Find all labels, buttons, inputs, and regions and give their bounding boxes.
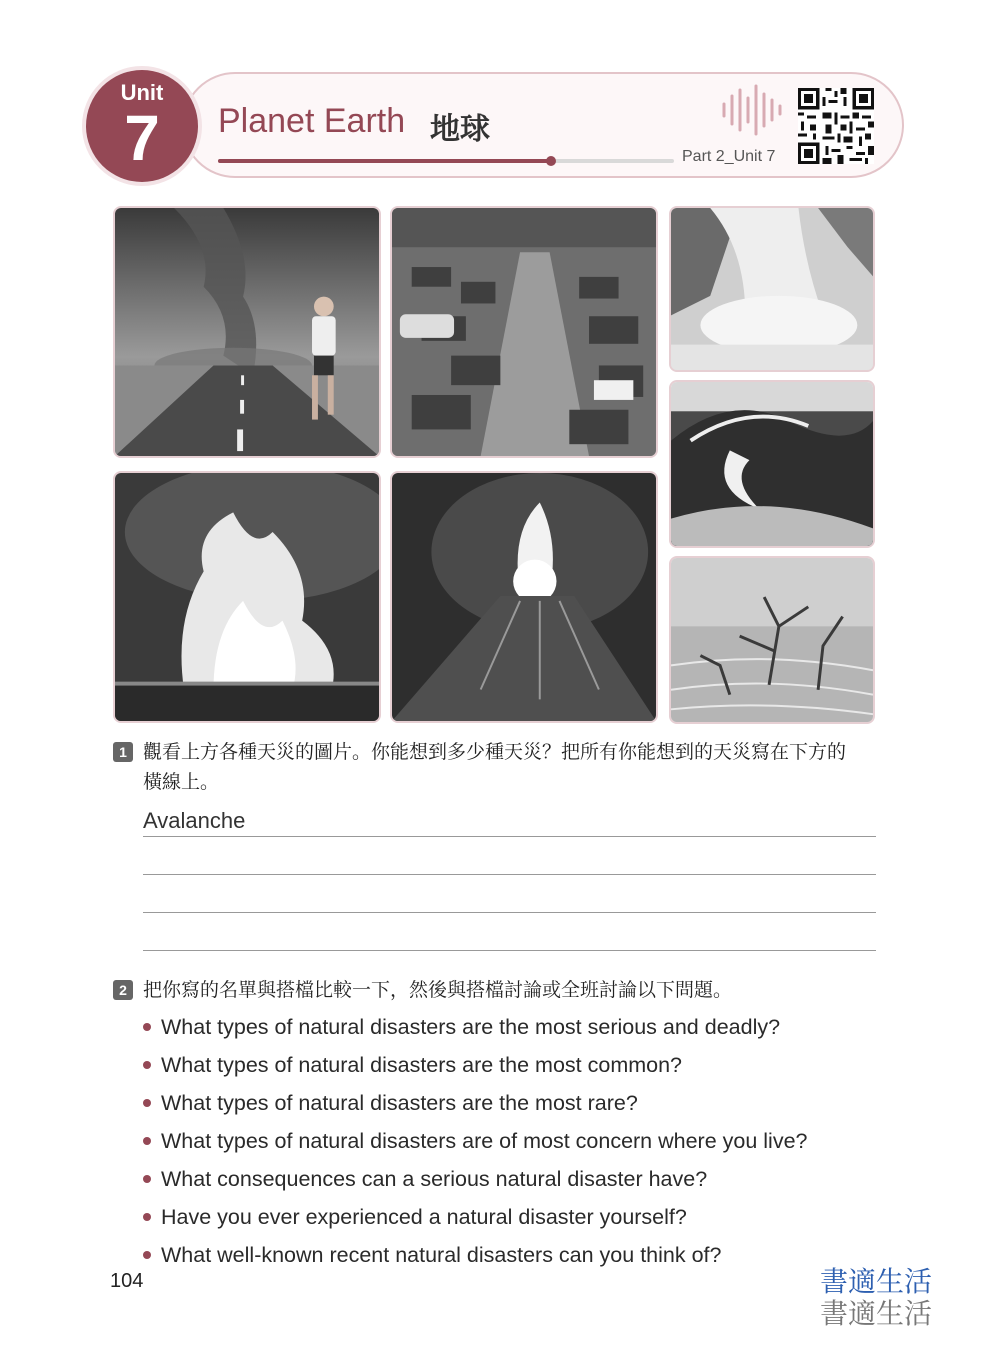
answer-line-4[interactable]	[143, 950, 876, 951]
list-item: Have you ever experienced a natural disaster yourself?	[143, 1198, 808, 1236]
photo-tsunami-wave	[669, 380, 875, 548]
photo-drought	[669, 556, 875, 724]
audio-progress-knob[interactable]	[546, 156, 556, 166]
photo-volcano	[390, 471, 658, 723]
answer-text[interactable]: Avalanche	[143, 808, 246, 833]
bullet-icon	[143, 1099, 151, 1107]
photo-tornado	[113, 206, 381, 458]
unit-label: Unit	[120, 80, 164, 105]
answer-line-2[interactable]	[143, 874, 876, 875]
bullet-icon	[143, 1175, 151, 1183]
list-item: What well-known recent natural disasters can you think of?	[143, 1236, 808, 1274]
exercise-1-instruction-line2: 橫線上。	[143, 771, 220, 793]
audio-progress-bar[interactable]	[218, 159, 674, 163]
exercise-2-number: 2	[113, 980, 133, 1000]
exercise-1-number: 1	[113, 742, 133, 762]
photo-fire	[113, 471, 381, 723]
bullet-icon	[143, 1137, 151, 1145]
watermark-text-shadow: 書適生活	[820, 1297, 933, 1330]
audio-waveform-icon[interactable]	[720, 84, 784, 136]
photo-avalanche	[669, 206, 875, 372]
exercise-2-instruction: 把你寫的名單與搭檔比較一下，然後與搭檔討論或全班討論以下問題。	[143, 979, 733, 1001]
page-title-chinese: 地球	[430, 112, 490, 147]
list-item: What consequences can a serious natural disaster have?	[143, 1160, 808, 1198]
page-number: 104	[110, 1270, 144, 1292]
bullet-icon	[143, 1061, 151, 1069]
bullet-icon	[143, 1251, 151, 1259]
exercise-1-instruction-line1: 觀看上方各種天災的圖片。你能想到多少種天災？把所有你能想到的天災寫在下方的	[143, 741, 847, 763]
audio-progress-fill	[218, 159, 551, 163]
answer-line-3[interactable]	[143, 912, 876, 913]
qr-code-icon[interactable]	[798, 88, 874, 164]
watermark-text: 書適生活	[820, 1265, 933, 1298]
discussion-question-list	[143, 1008, 808, 1274]
list-item: What types of natural disasters are the most serious and deadly?	[143, 1008, 808, 1046]
list-item: What types of natural disasters are of most concern where you live?	[143, 1122, 808, 1160]
audio-track-label: Part 2_Unit 7	[682, 148, 776, 165]
unit-badge	[86, 70, 198, 182]
bullet-icon	[143, 1023, 151, 1031]
list-item: What types of natural disasters are the most common?	[143, 1046, 808, 1084]
unit-number: 7	[124, 102, 160, 174]
bullet-icon	[143, 1213, 151, 1221]
page-title: Planet Earth	[218, 102, 406, 140]
answer-line-1[interactable]	[143, 836, 876, 837]
photo-flood	[390, 206, 658, 458]
list-item: What types of natural disasters are the most rare?	[143, 1084, 808, 1122]
